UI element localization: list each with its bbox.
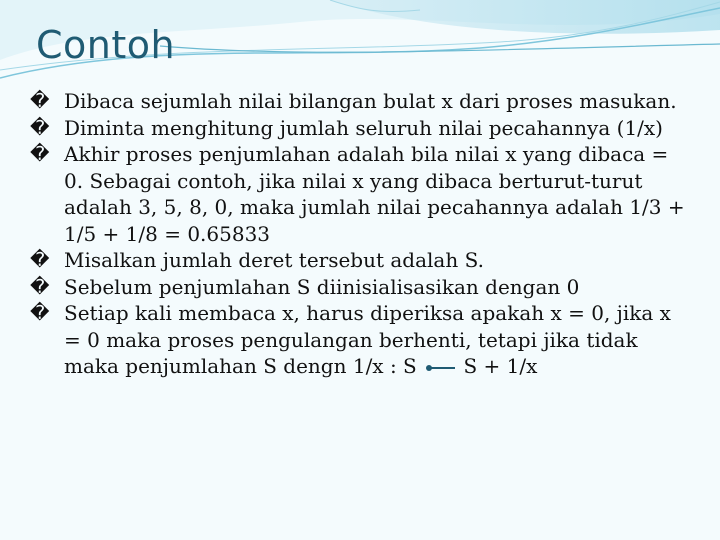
bullet-icon: � xyxy=(30,90,50,112)
bullet-item xyxy=(30,88,690,115)
bullet-item xyxy=(30,247,690,274)
left-arrow-icon xyxy=(425,354,455,381)
bullet-icon: � xyxy=(30,116,50,139)
bullet-item xyxy=(30,115,690,142)
slide-title: Contoh xyxy=(36,23,176,67)
bullet-icon: � xyxy=(30,143,50,165)
bullet-text: Dibaca sejumlah nilai bilangan bulat x dari proses masukan. xyxy=(64,89,677,113)
bullet-text: Setiap kali membaca x, harus diperiksa apakah x = 0, jika x = 0 maka proses pengulangan berhenti, tetapi jika tidak maka penjumlahan S dengn 1/x : S xyxy=(64,301,671,378)
bullet-item xyxy=(30,141,690,247)
bullet-item xyxy=(30,300,690,381)
bullet-item xyxy=(30,274,690,301)
bullet-list xyxy=(30,88,690,381)
bullet-text: Diminta menghitung jumlah seluruh nilai pecahannya (1/x) xyxy=(64,115,663,140)
bullet-icon: � xyxy=(30,275,50,298)
bullet-icon: � xyxy=(30,249,50,271)
bullet-text-after-arrow: S + 1/x xyxy=(463,354,538,378)
bullet-text: Misalkan jumlah deret tersebut adalah S. xyxy=(64,248,484,272)
bullet-text: Akhir proses penjumlahan adalah bila nilai x yang dibaca = 0. Sebagai contoh, jika nilai x yang dibaca berturut-turut adalah 3, 5, 8, 0, maka jumlah nilai pecahannya adalah 1/3 + 1/5 + 1/8 = 0.65833 xyxy=(64,142,685,246)
bullet-text: Sebelum penjumlahan S diinisialisasikan dengan 0 xyxy=(64,274,580,299)
bullet-icon: � xyxy=(30,302,50,324)
